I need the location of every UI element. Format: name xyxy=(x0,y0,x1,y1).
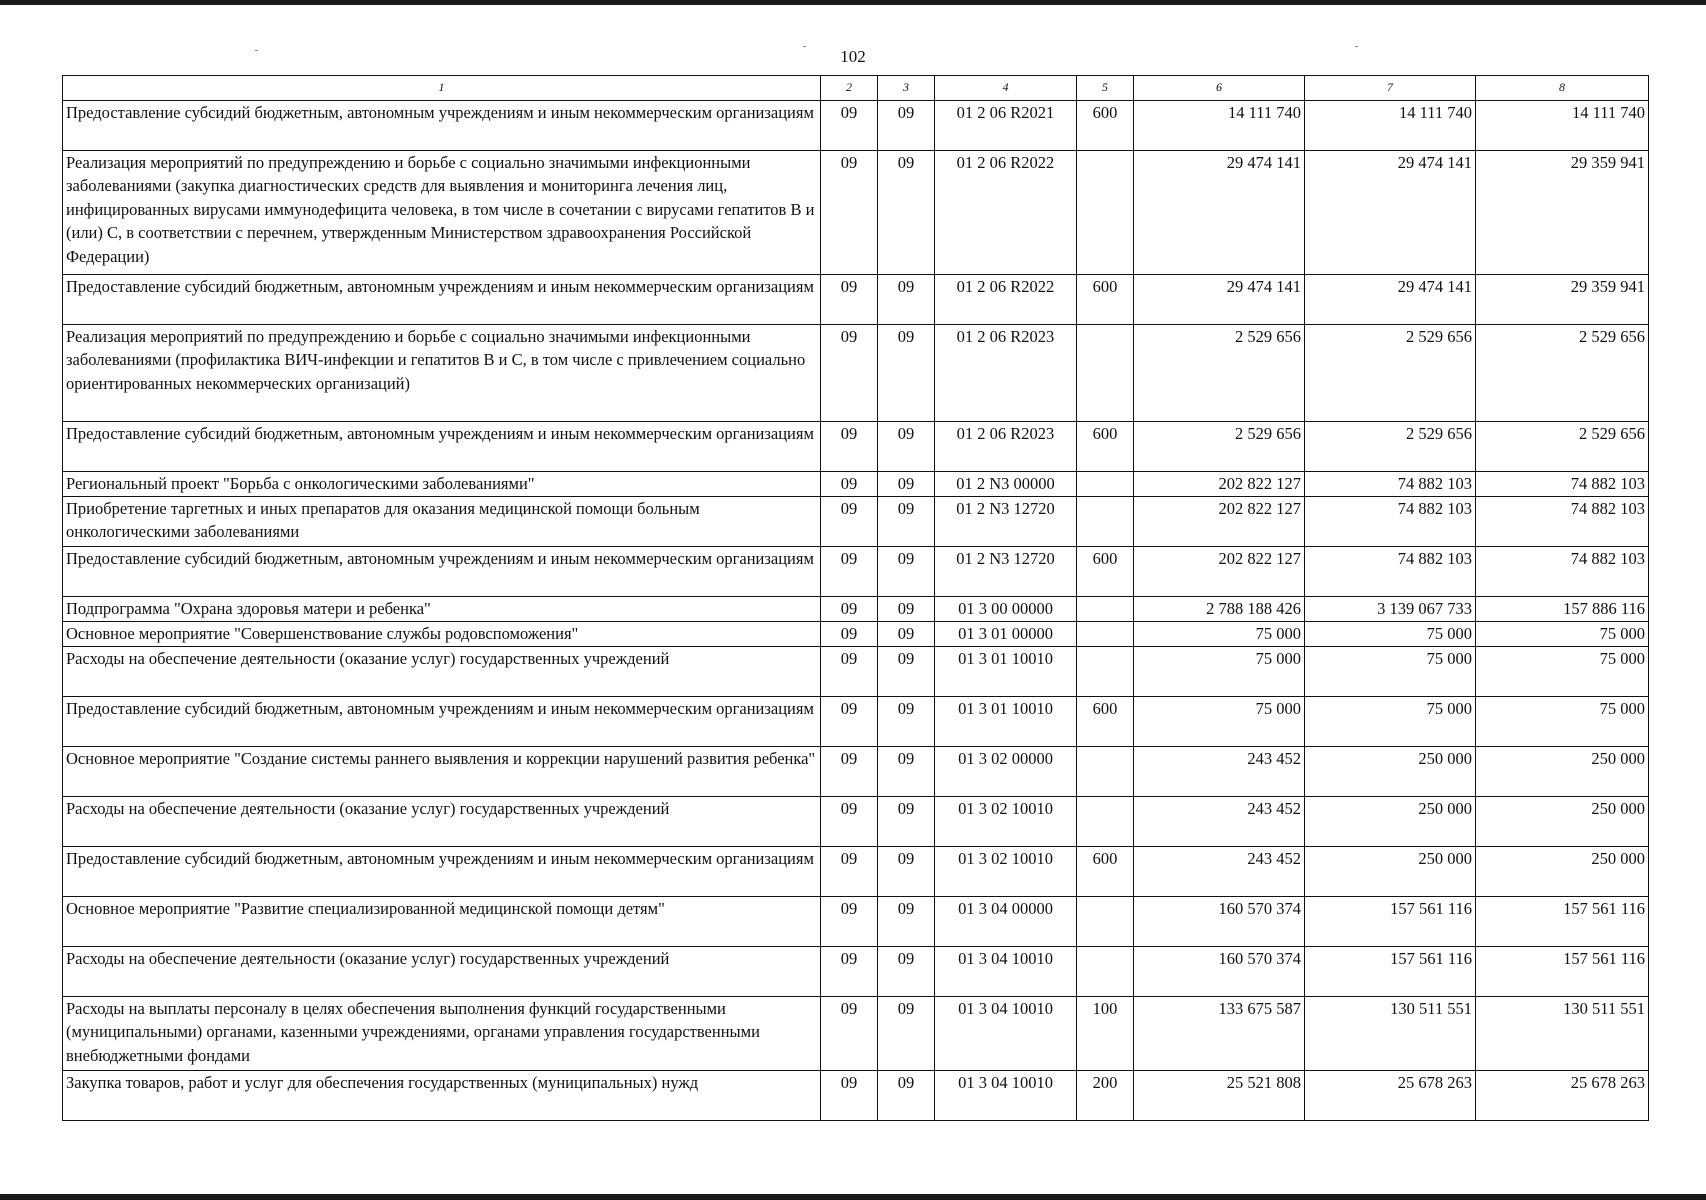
expense-name: Реализация мероприятий по предупреждению и борьбе с социально значимыми инфекционными заболеваниями (профилактика ВИЧ-инфекции и гепатитов B и C, в том числе с привлечением социально ориентированных некоммерческих организаций) xyxy=(63,324,821,421)
subsection-code: 09 xyxy=(878,896,935,946)
expense-name: Предоставление субсидий бюджетным, автономным учреждениям и иным некоммерческим организациям xyxy=(63,100,821,150)
subsection-code: 09 xyxy=(878,996,935,1070)
expense-type-code xyxy=(1077,621,1134,646)
section-code: 09 xyxy=(821,846,878,896)
amount-col7: 75 000 xyxy=(1305,696,1476,746)
expense-name: Предоставление субсидий бюджетным, автономным учреждениям и иным некоммерческим организациям xyxy=(63,546,821,596)
column-header: 3 xyxy=(878,76,935,101)
section-code: 09 xyxy=(821,696,878,746)
amount-col6: 243 452 xyxy=(1134,746,1305,796)
amount-col6: 160 570 374 xyxy=(1134,946,1305,996)
amount-col6: 133 675 587 xyxy=(1134,996,1305,1070)
target-article-code: 01 3 04 10010 xyxy=(935,1070,1077,1120)
subsection-code: 09 xyxy=(878,274,935,324)
table-row xyxy=(63,746,1649,796)
target-article-code: 01 2 06 R2022 xyxy=(935,274,1077,324)
amount-col6: 75 000 xyxy=(1134,646,1305,696)
expense-name: Основное мероприятие "Создание системы раннего выявления и коррекции нарушений развития ребенка" xyxy=(63,746,821,796)
subsection-code: 09 xyxy=(878,421,935,471)
subsection-code: 09 xyxy=(878,471,935,496)
section-code: 09 xyxy=(821,496,878,546)
target-article-code: 01 3 01 10010 xyxy=(935,696,1077,746)
table-row xyxy=(63,100,1649,150)
expense-name: Предоставление субсидий бюджетным, автономным учреждениям и иным некоммерческим организациям xyxy=(63,696,821,746)
expense-name: Предоставление субсидий бюджетным, автономным учреждениям и иным некоммерческим организациям xyxy=(63,274,821,324)
target-article-code: 01 3 02 10010 xyxy=(935,846,1077,896)
target-article-code: 01 2 06 R2023 xyxy=(935,324,1077,421)
target-article-code: 01 3 01 00000 xyxy=(935,621,1077,646)
subsection-code: 09 xyxy=(878,150,935,274)
subsection-code: 09 xyxy=(878,696,935,746)
amount-col7: 250 000 xyxy=(1305,746,1476,796)
target-article-code: 01 2 06 R2021 xyxy=(935,100,1077,150)
subsection-code: 09 xyxy=(878,596,935,621)
table-row xyxy=(63,646,1649,696)
amount-col6: 243 452 xyxy=(1134,846,1305,896)
target-article-code: 01 2 N3 12720 xyxy=(935,546,1077,596)
target-article-code: 01 3 02 10010 xyxy=(935,796,1077,846)
amount-col6: 14 111 740 xyxy=(1134,100,1305,150)
amount-col6: 29 474 141 xyxy=(1134,150,1305,274)
section-code: 09 xyxy=(821,596,878,621)
target-article-code: 01 3 00 00000 xyxy=(935,596,1077,621)
target-article-code: 01 2 06 R2023 xyxy=(935,421,1077,471)
table-row xyxy=(63,496,1649,546)
subsection-code: 09 xyxy=(878,846,935,896)
expense-type-code xyxy=(1077,946,1134,996)
amount-col7: 3 139 067 733 xyxy=(1305,596,1476,621)
amount-col8: 74 882 103 xyxy=(1476,496,1649,546)
target-article-code: 01 2 N3 00000 xyxy=(935,471,1077,496)
expense-type-code: 200 xyxy=(1077,1070,1134,1120)
amount-col7: 157 561 116 xyxy=(1305,946,1476,996)
expense-name: Реализация мероприятий по предупреждению и борьбе с социально значимыми инфекционными заболеваниями (закупка диагностических средств для выявления и мониторинга лечения лиц, инфицированных вирусами иммунодефицита человека, в том числе в сочетании с вирусами гепатитов B и (или) C, в соответствии с перечнем, утвержденным Министерством здравоохранения Российской Федерации) xyxy=(63,150,821,274)
amount-col8: 74 882 103 xyxy=(1476,546,1649,596)
amount-col7: 2 529 656 xyxy=(1305,421,1476,471)
expense-type-code xyxy=(1077,646,1134,696)
table-row xyxy=(63,546,1649,596)
amount-col7: 74 882 103 xyxy=(1305,546,1476,596)
expense-name: Приобретение таргетных и иных препаратов для оказания медицинской помощи больным онкологическими заболеваниями xyxy=(63,496,821,546)
section-code: 09 xyxy=(821,150,878,274)
section-code: 09 xyxy=(821,100,878,150)
amount-col6: 202 822 127 xyxy=(1134,546,1305,596)
section-code: 09 xyxy=(821,471,878,496)
table-row xyxy=(63,946,1649,996)
page-number: 102 xyxy=(840,47,866,66)
expense-type-code xyxy=(1077,596,1134,621)
target-article-code: 01 3 04 10010 xyxy=(935,996,1077,1070)
budget-table xyxy=(62,75,1649,1121)
amount-col8: 250 000 xyxy=(1476,846,1649,896)
table-row xyxy=(63,896,1649,946)
expense-type-code xyxy=(1077,324,1134,421)
section-code: 09 xyxy=(821,996,878,1070)
amount-col7: 74 882 103 xyxy=(1305,471,1476,496)
column-header: 7 xyxy=(1305,76,1476,101)
column-header: 6 xyxy=(1134,76,1305,101)
expense-name: Предоставление субсидий бюджетным, автономным учреждениям и иным некоммерческим организациям xyxy=(63,421,821,471)
amount-col6: 29 474 141 xyxy=(1134,274,1305,324)
section-code: 09 xyxy=(821,796,878,846)
subsection-code: 09 xyxy=(878,546,935,596)
amount-col7: 74 882 103 xyxy=(1305,496,1476,546)
amount-col8: 74 882 103 xyxy=(1476,471,1649,496)
amount-col8: 75 000 xyxy=(1476,621,1649,646)
column-header: 8 xyxy=(1476,76,1649,101)
amount-col6: 243 452 xyxy=(1134,796,1305,846)
section-code: 09 xyxy=(821,421,878,471)
expense-name: Предоставление субсидий бюджетным, автономным учреждениям и иным некоммерческим организациям xyxy=(63,846,821,896)
amount-col6: 2 529 656 xyxy=(1134,324,1305,421)
section-code: 09 xyxy=(821,1070,878,1120)
table-row xyxy=(63,996,1649,1070)
expense-name: Подпрограмма "Охрана здоровья матери и ребенка" xyxy=(63,596,821,621)
subsection-code: 09 xyxy=(878,796,935,846)
expense-type-code xyxy=(1077,471,1134,496)
amount-col8: 157 561 116 xyxy=(1476,946,1649,996)
expense-name: Основное мероприятие "Совершенствование службы родовспоможения" xyxy=(63,621,821,646)
target-article-code: 01 3 02 00000 xyxy=(935,746,1077,796)
subsection-code: 09 xyxy=(878,496,935,546)
section-code: 09 xyxy=(821,896,878,946)
expense-name: Расходы на обеспечение деятельности (оказание услуг) государственных учреждений xyxy=(63,796,821,846)
target-article-code: 01 2 06 R2022 xyxy=(935,150,1077,274)
expense-type-code: 600 xyxy=(1077,421,1134,471)
amount-col8: 25 678 263 xyxy=(1476,1070,1649,1120)
amount-col7: 2 529 656 xyxy=(1305,324,1476,421)
amount-col6: 160 570 374 xyxy=(1134,896,1305,946)
expense-type-code: 600 xyxy=(1077,546,1134,596)
expense-name: Расходы на выплаты персоналу в целях обеспечения выполнения функций государственными (муниципальными) органами, казенными учреждениями, органами управления государственными внебюджетными фондами xyxy=(63,996,821,1070)
table-row xyxy=(63,421,1649,471)
table-row xyxy=(63,596,1649,621)
amount-col8: 2 529 656 xyxy=(1476,324,1649,421)
expense-type-code: 600 xyxy=(1077,100,1134,150)
expense-name: Региональный проект "Борьба с онкологическими заболеваниями" xyxy=(63,471,821,496)
amount-col8: 157 561 116 xyxy=(1476,896,1649,946)
section-code: 09 xyxy=(821,274,878,324)
expense-type-code xyxy=(1077,896,1134,946)
amount-col7: 29 474 141 xyxy=(1305,150,1476,274)
scan-border-top xyxy=(0,0,1706,5)
amount-col7: 250 000 xyxy=(1305,846,1476,896)
target-article-code: 01 3 01 10010 xyxy=(935,646,1077,696)
expense-type-code xyxy=(1077,496,1134,546)
expense-type-code: 600 xyxy=(1077,696,1134,746)
amount-col6: 25 521 808 xyxy=(1134,1070,1305,1120)
amount-col6: 2 529 656 xyxy=(1134,421,1305,471)
section-code: 09 xyxy=(821,746,878,796)
expense-type-code xyxy=(1077,746,1134,796)
expense-type-code: 600 xyxy=(1077,274,1134,324)
amount-col7: 25 678 263 xyxy=(1305,1070,1476,1120)
amount-col7: 75 000 xyxy=(1305,621,1476,646)
amount-col6: 75 000 xyxy=(1134,696,1305,746)
amount-col8: 2 529 656 xyxy=(1476,421,1649,471)
subsection-code: 09 xyxy=(878,100,935,150)
amount-col8: 250 000 xyxy=(1476,796,1649,846)
amount-col7: 157 561 116 xyxy=(1305,896,1476,946)
section-code: 09 xyxy=(821,646,878,696)
amount-col7: 75 000 xyxy=(1305,646,1476,696)
target-article-code: 01 2 N3 12720 xyxy=(935,496,1077,546)
amount-col7: 14 111 740 xyxy=(1305,100,1476,150)
table-row xyxy=(63,150,1649,274)
column-header: 4 xyxy=(935,76,1077,101)
table-row xyxy=(63,1070,1649,1120)
table-row xyxy=(63,621,1649,646)
section-code: 09 xyxy=(821,324,878,421)
amount-col8: 250 000 xyxy=(1476,746,1649,796)
amount-col6: 202 822 127 xyxy=(1134,496,1305,546)
expense-type-code xyxy=(1077,796,1134,846)
subsection-code: 09 xyxy=(878,1070,935,1120)
expense-name: Закупка товаров, работ и услуг для обеспечения государственных (муниципальных) нужд xyxy=(63,1070,821,1120)
amount-col6: 202 822 127 xyxy=(1134,471,1305,496)
subsection-code: 09 xyxy=(878,621,935,646)
table-row xyxy=(63,471,1649,496)
subsection-code: 09 xyxy=(878,946,935,996)
amount-col8: 130 511 551 xyxy=(1476,996,1649,1070)
section-code: 09 xyxy=(821,946,878,996)
column-number-header xyxy=(63,76,1649,101)
expense-type-code: 100 xyxy=(1077,996,1134,1070)
amount-col8: 157 886 116 xyxy=(1476,596,1649,621)
scan-border-bottom xyxy=(0,1194,1706,1200)
expense-type-code: 600 xyxy=(1077,846,1134,896)
amount-col8: 14 111 740 xyxy=(1476,100,1649,150)
amount-col8: 29 359 941 xyxy=(1476,150,1649,274)
column-header: 5 xyxy=(1077,76,1134,101)
expense-name: Расходы на обеспечение деятельности (оказание услуг) государственных учреждений xyxy=(63,946,821,996)
amount-col8: 29 359 941 xyxy=(1476,274,1649,324)
expense-type-code xyxy=(1077,150,1134,274)
amount-col6: 2 788 188 426 xyxy=(1134,596,1305,621)
amount-col7: 130 511 551 xyxy=(1305,996,1476,1070)
target-article-code: 01 3 04 00000 xyxy=(935,896,1077,946)
amount-col8: 75 000 xyxy=(1476,696,1649,746)
amount-col7: 250 000 xyxy=(1305,796,1476,846)
target-article-code: 01 3 04 10010 xyxy=(935,946,1077,996)
expense-name: Основное мероприятие "Развитие специализированной медицинской помощи детям" xyxy=(63,896,821,946)
subsection-code: 09 xyxy=(878,646,935,696)
amount-col6: 75 000 xyxy=(1134,621,1305,646)
subsection-code: 09 xyxy=(878,746,935,796)
table-row xyxy=(63,796,1649,846)
table-row xyxy=(63,846,1649,896)
amount-col8: 75 000 xyxy=(1476,646,1649,696)
table-row xyxy=(63,696,1649,746)
table-row xyxy=(63,324,1649,421)
section-code: 09 xyxy=(821,621,878,646)
column-header: 2 xyxy=(821,76,878,101)
subsection-code: 09 xyxy=(878,324,935,421)
amount-col7: 29 474 141 xyxy=(1305,274,1476,324)
section-code: 09 xyxy=(821,546,878,596)
table-row xyxy=(63,274,1649,324)
column-header: 1 xyxy=(63,76,821,101)
expense-name: Расходы на обеспечение деятельности (оказание услуг) государственных учреждений xyxy=(63,646,821,696)
